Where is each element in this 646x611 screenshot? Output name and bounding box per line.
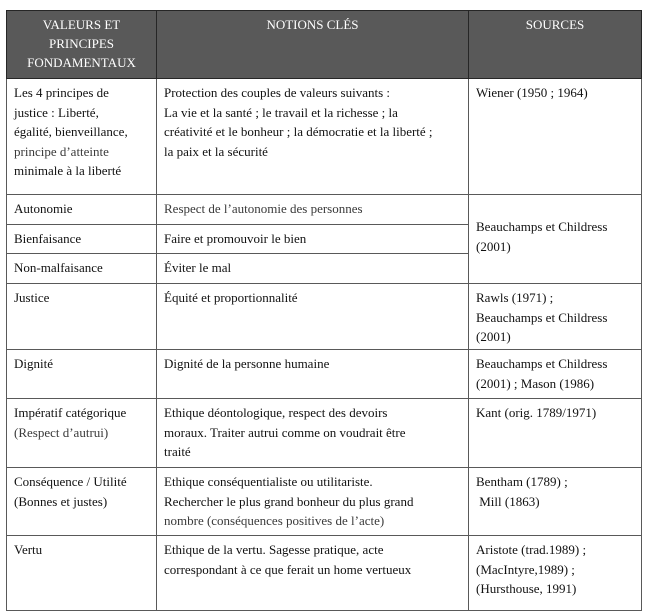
cell-line: Autonomie	[14, 201, 73, 216]
table-row	[7, 195, 642, 225]
cell-line: (MacIntyre,1989) ;	[476, 561, 575, 577]
cell-line: Dignité de la personne humaine	[164, 356, 330, 371]
cell-line: Beauchamps et Childress	[476, 356, 608, 371]
cell-line: Dignité	[14, 356, 53, 371]
header-notions: NOTIONS CLÉS	[157, 11, 469, 79]
notion-cell	[157, 468, 469, 536]
cell-line: Mill (1863)	[476, 493, 540, 509]
source-cell	[469, 284, 642, 350]
cell-line: (Hursthouse, 1991)	[476, 581, 577, 596]
valeur-cell	[7, 536, 157, 611]
cell-line: Kant (orig. 1789/1971)	[476, 405, 597, 420]
cell-line: correspondant à ce que ferait un home vertueux	[164, 561, 412, 577]
document-body	[6, 10, 641, 611]
cell-line: Éviter le mal	[164, 260, 232, 275]
table-row	[7, 536, 642, 611]
cell-line: Faire et promouvoir le bien	[164, 231, 307, 246]
cell-line: Ethique déontologique, respect des devoirs	[164, 405, 388, 420]
notion-cell	[157, 399, 469, 468]
source-cell	[469, 536, 642, 611]
cell-line: Vertu	[14, 542, 43, 557]
cell-line: Wiener (1950 ; 1964)	[476, 85, 588, 100]
cell-line: Bienfaisance	[14, 231, 82, 246]
cell-line: créativité et le bonheur ; la démocratie et la liberté ;	[164, 124, 433, 139]
valeur-cell	[7, 284, 157, 350]
cell-line: Ethique conséquentialiste ou utilitariste.	[164, 474, 373, 489]
notion-cell	[157, 350, 469, 399]
table-row	[7, 79, 642, 195]
header-valeurs-line: VALEURS ET	[42, 17, 121, 32]
valeur-cell	[7, 225, 157, 254]
cell-line: Bentham (1789) ;	[476, 474, 568, 489]
source-cell-merged	[469, 195, 642, 284]
valeur-cell	[7, 468, 157, 536]
cell-line: Impératif catégorique	[14, 405, 127, 420]
table-row	[7, 468, 642, 536]
cell-line: (2001)	[476, 238, 511, 254]
valeur-cell	[7, 350, 157, 399]
source-cell	[469, 468, 642, 536]
source-cell	[469, 350, 642, 399]
cell-line: (2001) ; Mason (1986)	[476, 375, 595, 391]
header-valeurs-line: PRINCIPES	[48, 36, 115, 51]
cell-line: moraux. Traiter autrui comme on voudrait être	[164, 424, 406, 440]
valeur-cell	[7, 195, 157, 225]
cell-line: Équité et proportionnalité	[164, 290, 298, 305]
cell-line: (Bonnes et justes)	[14, 493, 108, 509]
cell-line: Justice	[14, 290, 50, 305]
cell-line: Rechercher le plus grand bonheur du plus grand	[164, 493, 414, 509]
cell-line: minimale à la liberté	[14, 163, 122, 178]
header-valeurs-line: FONDAMENTAUX	[27, 55, 136, 70]
cell-line: Protection des couples de valeurs suivants :	[164, 85, 391, 100]
notion-cell	[157, 536, 469, 611]
valeur-cell	[7, 399, 157, 468]
notion-cell	[157, 225, 469, 254]
cell-line: Ethique de la vertu. Sagesse pratique, acte	[164, 542, 384, 557]
cell-line: nombre (conséquences positives de l’acte)	[164, 513, 385, 528]
valeur-cell	[7, 79, 157, 195]
cell-line: La vie et la santé ; le travail et la richesse ; la	[164, 104, 398, 120]
notion-cell	[157, 195, 469, 225]
header-sources: SOURCES	[469, 11, 642, 79]
source-cell	[469, 399, 642, 468]
cell-line: égalité, bienveillance,	[14, 124, 128, 139]
cell-line: justice : Liberté,	[14, 104, 99, 120]
cell-line: la paix et la sécurité	[164, 143, 268, 159]
cell-line: (Respect d’autrui)	[14, 424, 109, 440]
notion-cell	[157, 284, 469, 350]
cell-line: (2001)	[476, 329, 511, 344]
cell-line: Aristote (trad.1989) ;	[476, 542, 587, 557]
cell-line: Rawls (1971) ;	[476, 290, 554, 305]
table-row	[7, 399, 642, 468]
header-valeurs	[7, 11, 157, 79]
source-cell	[469, 79, 642, 195]
table-row	[7, 284, 642, 350]
notion-cell	[157, 254, 469, 284]
table-header-row	[7, 11, 642, 79]
cell-line: traité	[164, 444, 191, 459]
values-principles-table	[6, 10, 642, 611]
cell-line: Beauchamps et Childress	[476, 309, 608, 325]
table-row	[7, 350, 642, 399]
notion-cell	[157, 79, 469, 195]
valeur-cell	[7, 254, 157, 284]
cell-line: Beauchamps et Childress	[476, 219, 608, 234]
cell-line: Non-malfaisance	[14, 260, 103, 275]
cell-line: Respect de l’autonomie des personnes	[164, 201, 363, 216]
cell-line: Conséquence / Utilité	[14, 474, 127, 489]
cell-line: Les 4 principes de	[14, 85, 109, 100]
cell-line: principe d’atteinte	[14, 143, 109, 159]
